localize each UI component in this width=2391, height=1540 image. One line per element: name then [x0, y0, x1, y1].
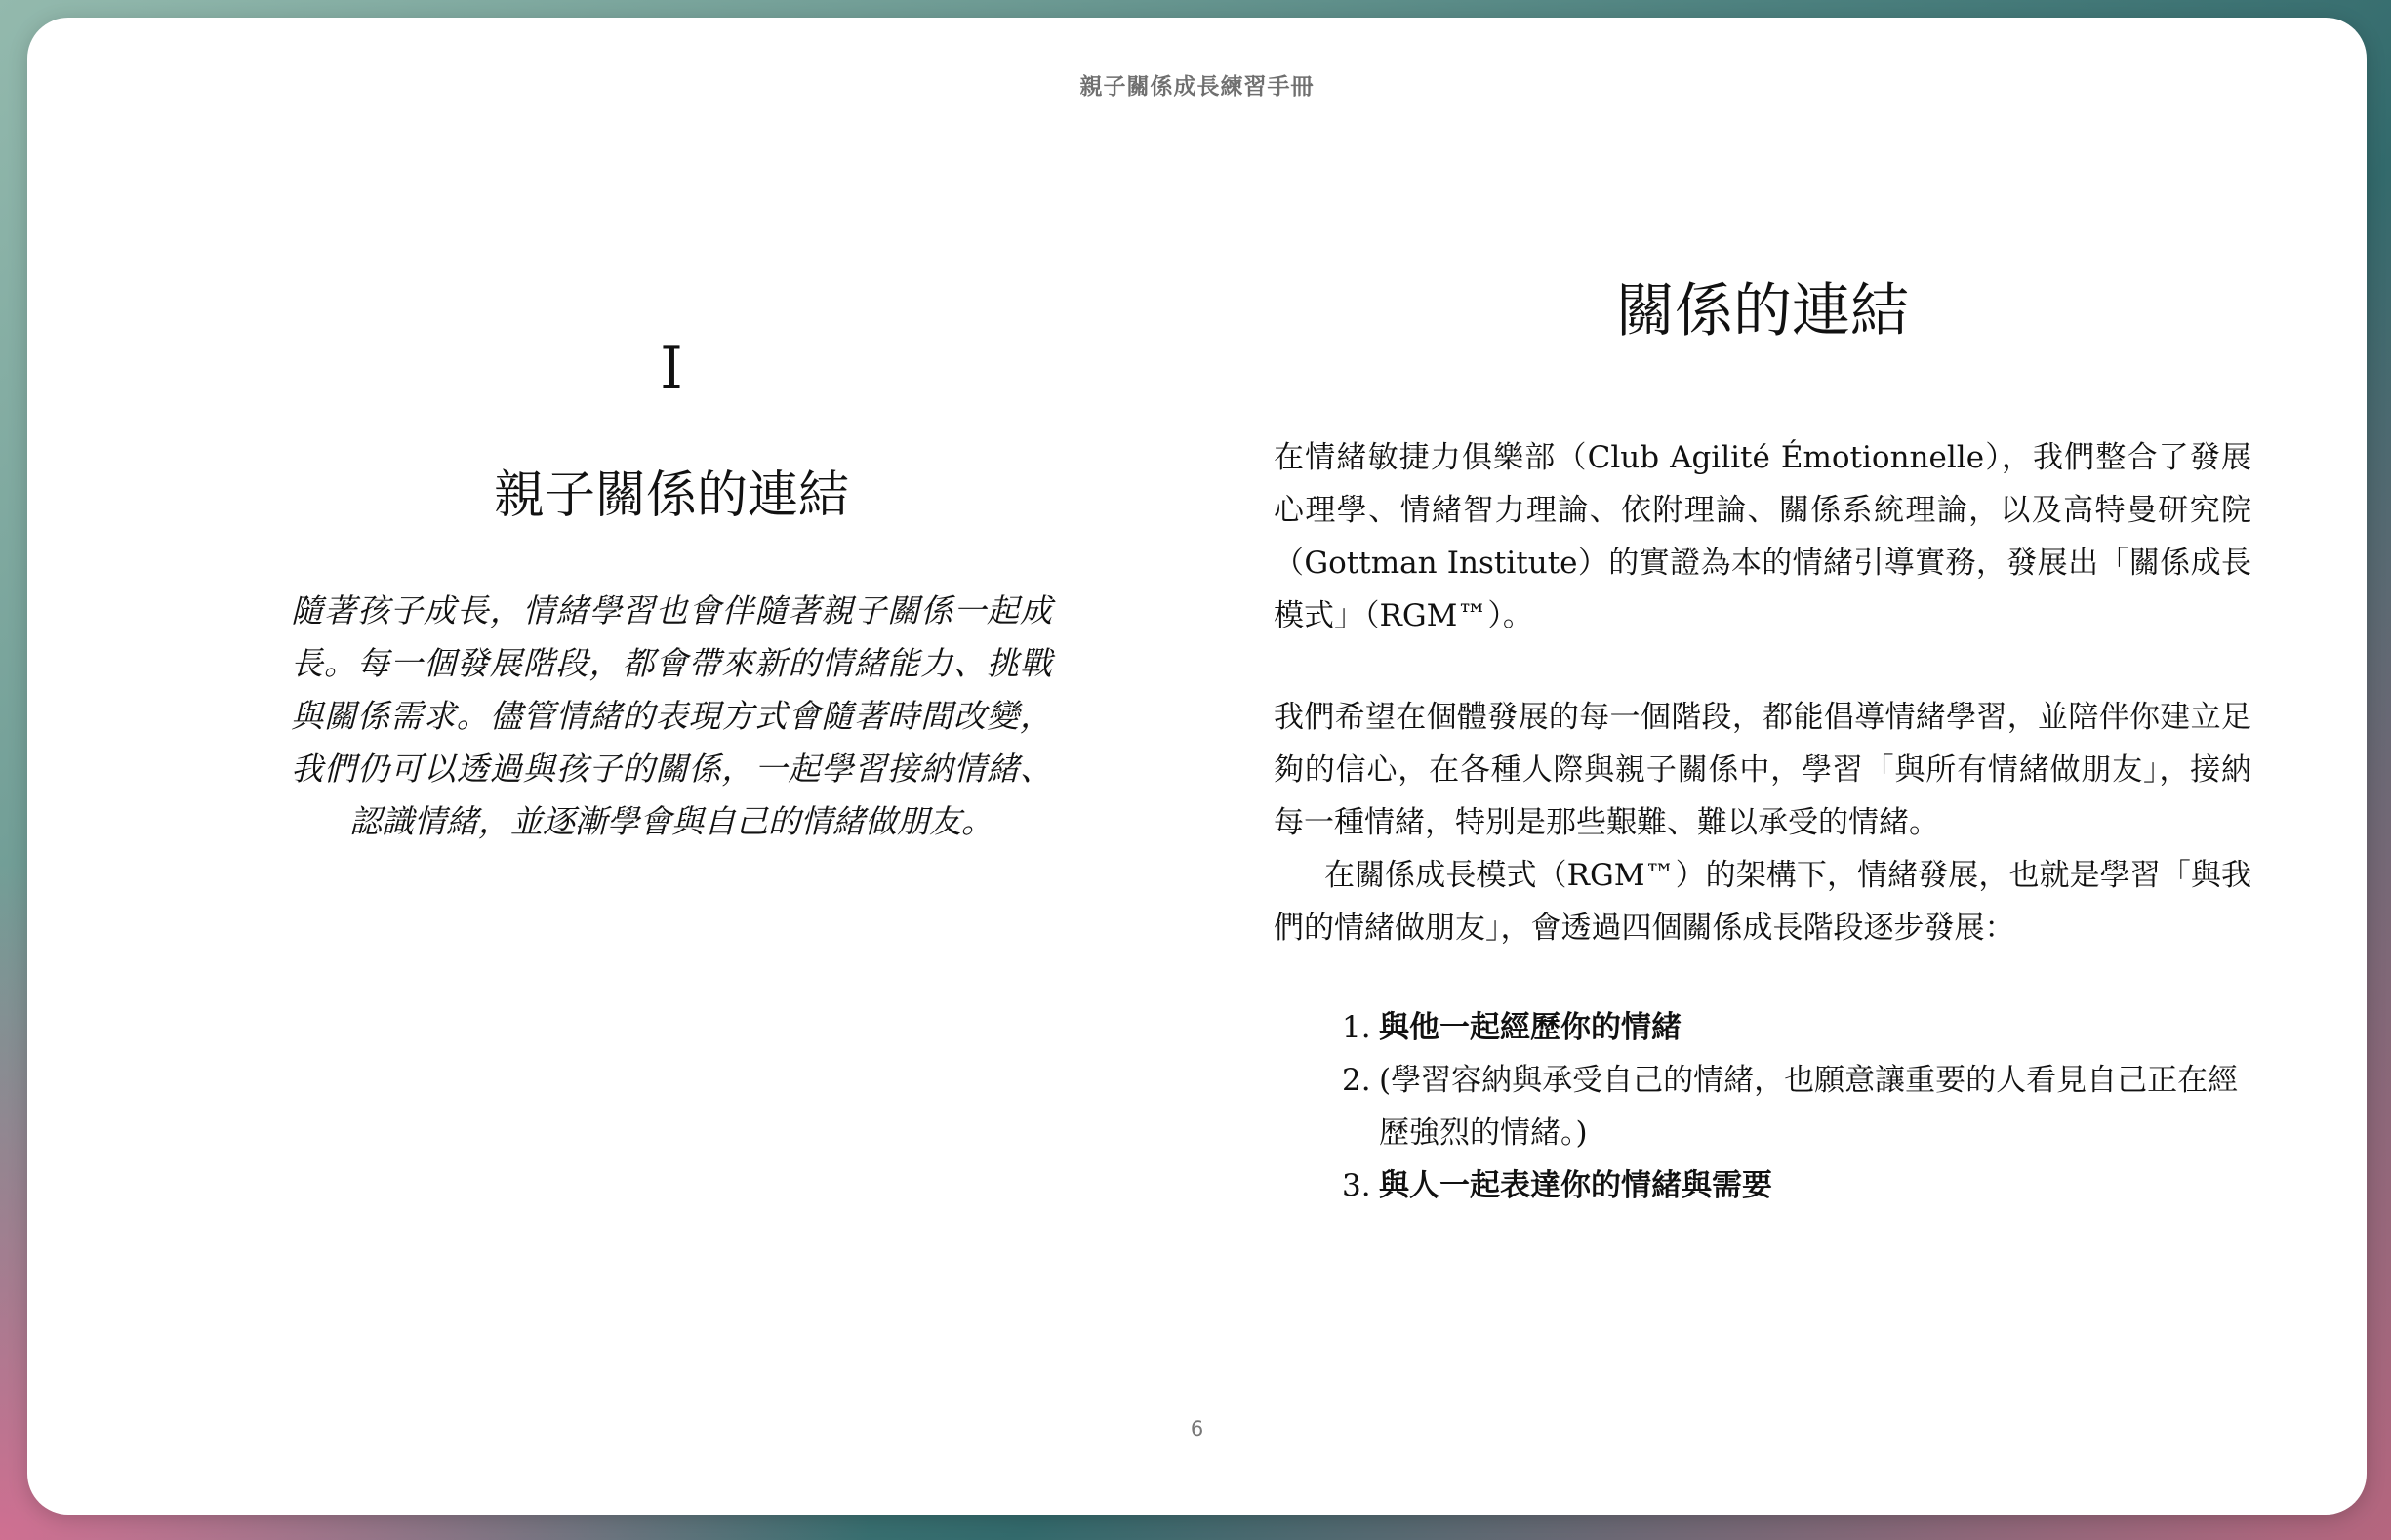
book-spread — [27, 18, 2367, 1515]
stage-text: 與人一起表達你的情緒與需要 — [1379, 1168, 1772, 1203]
chapter-intro: 隨著孩子成長，情緒學習也會伴隨著親子關係一起成長。每一個發展階段，都會帶來新的情緒能力、挑戰與關係需求。儘管情緒的表現方式會隨著時間改變，我們仍可以透過與孩子的關係，一起學習接納情緒、認識情緒，並逐漸學會與自己的情緒做朋友。 — [291, 591, 1052, 841]
stage-text: 與他一起經歷你的情緒 — [1379, 1010, 1682, 1045]
page-number: 6 — [1190, 1417, 1204, 1440]
right-page — [1274, 279, 2251, 1212]
book-header-title: 親子關係成長練習手冊 — [1079, 74, 1315, 100]
stage-number: 3. — [1342, 1168, 1371, 1203]
left-page — [271, 335, 1072, 848]
chapter-title: 親子關係的連結 — [493, 466, 849, 525]
paragraph: 我們希望在個體發展的每一個階段，都能倡導情緒學習，並陪伴你建立足夠的信心，在各種人際與親子關係中，學習「與所有情緒做朋友」，接納每一種情緒，特別是那些艱難、難以承受的情緒。 — [1274, 700, 2251, 840]
stage-text: (學習容納與承受自己的情緒，也願意讓重要的人看見自己正在經歷強烈的情緒。) — [1379, 1063, 2239, 1151]
stage-number: 2. — [1342, 1063, 1371, 1098]
stage-number: 1. — [1342, 1010, 1371, 1045]
paragraph: 在關係成長模式（RGM™）的架構下，情緒發展，也就是學習「與我們的情緒做朋友」，會透過四個關係成長階段逐步發展： — [1274, 858, 2251, 946]
chapter-number: I — [660, 335, 683, 403]
paragraph: 在情緒敏捷力俱樂部（Club Agilité Émotionnelle），我們整合了發展心理學、情緒智力理論、依附理論、關係系統理論，以及高特曼研究院（Gottman Institute）的實證為本的情緒引導實務，發展出「關係成長模式」（RGM™）。 — [1274, 440, 2251, 633]
list-item — [1342, 1159, 2251, 1212]
section-title: 關係的連結 — [1616, 277, 1909, 345]
stage-list — [1274, 1001, 2251, 1212]
list-item — [1342, 1054, 2251, 1159]
list-item — [1342, 1001, 2251, 1054]
